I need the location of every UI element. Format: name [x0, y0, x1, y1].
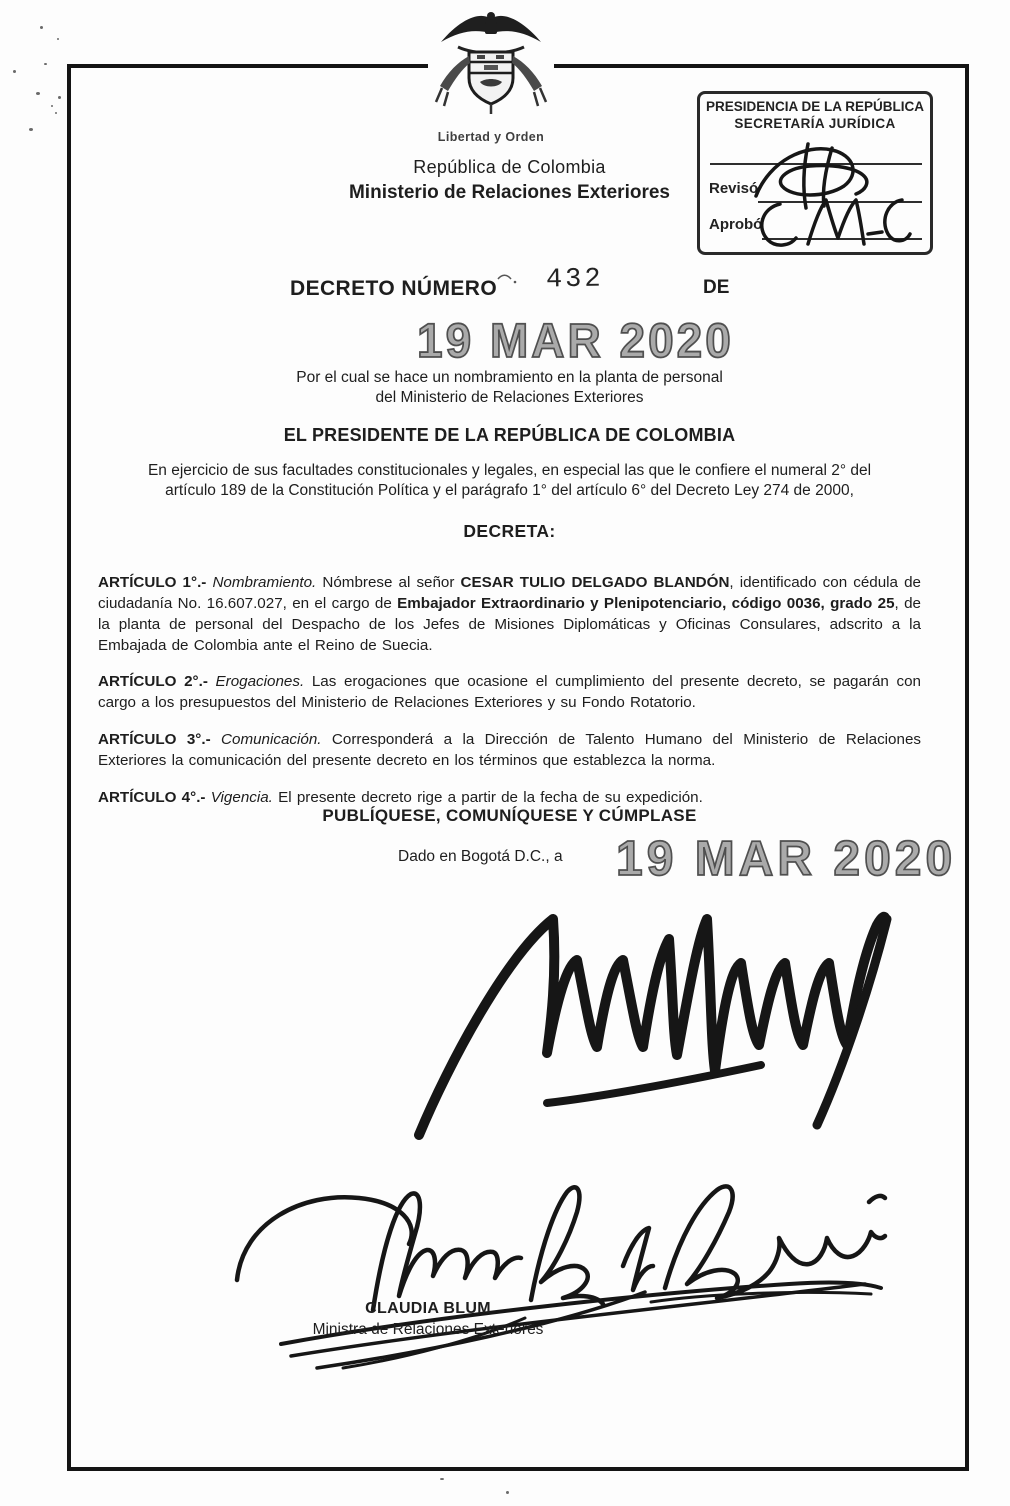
signing-date-stamp: 19 MAR 2020	[616, 832, 957, 887]
scan-noise	[44, 63, 47, 65]
scan-noise	[40, 26, 43, 29]
decreta-heading: DECRETA:	[463, 521, 556, 541]
decree-subject-line1: Por el cual se hace un nombramiento en la planta de personal	[296, 369, 723, 386]
decree-of-label: DE	[703, 277, 730, 298]
signature-name-block	[230, 1300, 626, 1339]
minister-name: CLAUDIA BLUM	[365, 1300, 491, 1317]
republic-title: República de Colombia	[413, 157, 606, 177]
article-2: ARTÍCULO 2°.- Erogaciones. Las erogaciones que ocasione el cumplimiento del presente decreto, se pagarán con cargo a los presupuestos del Ministerio de Relaciones Exteriores y su Fondo Rotatorio.	[98, 673, 921, 712]
article-1: ARTÍCULO 1°.- Nombramiento. Nómbrese al señor CESAR TULIO DELGADO BLANDÓN, identificado con cédula de ciudadanía No. 16.607.027, en el cargo de Embajador Extraordinario y Plenipotenciario, código 0036, grado 25, de la planta de personal del Despacho de los Jefes de Misiones Diplomáticas y Oficinas Consulares, adscrito a la Embajada de Colombia ante el Reino de Suecia.	[98, 574, 921, 655]
scan-noise	[29, 128, 33, 131]
decree-subject-line2: del Ministerio de Relaciones Exteriores	[375, 389, 644, 406]
scan-noise	[55, 112, 57, 114]
scan-noise	[51, 105, 53, 107]
ministry-title: Ministerio de Relaciones Exteriores	[348, 182, 670, 203]
authority-heading: EL PRESIDENTE DE LA REPÚBLICA DE COLOMBIA	[283, 425, 736, 445]
colombia-coat-of-arms	[428, 6, 554, 144]
decree-date-stamp: 19 MAR 2020	[417, 313, 734, 368]
minister-signature	[225, 1168, 895, 1373]
scan-noise	[440, 1478, 444, 1480]
given-at-line: Dado en Bogotá D.C., a	[398, 848, 563, 865]
publish-order-line: PUBLÍQUESE, COMUNÍQUESE Y CÚMPLASE	[322, 806, 697, 825]
minister-title: Ministra de Relaciones Exteriores	[312, 1321, 544, 1338]
stamp-entity-line: PRESIDENCIA DE LA REPÚBLICA	[705, 99, 925, 114]
scan-noise	[13, 70, 16, 73]
secretaria-juridica-stamp	[697, 91, 933, 255]
crest-caption: Libertad y Orden	[437, 129, 545, 145]
scan-noise	[57, 38, 59, 40]
aprobo-label: Aprobó	[709, 216, 763, 233]
scan-noise	[36, 92, 40, 95]
scan-noise	[506, 1491, 509, 1494]
reviso-label: Revisó	[709, 180, 759, 197]
decree-number-value: 432	[545, 264, 604, 296]
preamble-line1: En ejercicio de sus facultades constitucionales y legales, en especial las que le confiere el numeral 2° del	[147, 462, 872, 479]
preamble-line2: artículo 189 de la Constitución Política y el parágrafo 1° del artículo 6° del Decreto Ley 274 de 2000,	[165, 482, 854, 499]
article-4: ARTÍCULO 4°.- Vigencia. El presente decreto rige a partir de la fecha de su expedición.	[98, 789, 703, 807]
president-signature	[405, 903, 895, 1143]
aprobo-initials-signature	[750, 192, 920, 254]
scan-noise	[58, 96, 61, 99]
pen-mark	[496, 272, 518, 286]
stamp-office-line: SECRETARÍA JURÍDICA	[734, 116, 896, 131]
article-3: ARTÍCULO 3°.- Comunicación. Corresponderá a la Dirección de Talento Humano del Ministerio de Relaciones Exteriores la comunicación del presente decreto en los términos que establezca la norma.	[98, 731, 921, 770]
decree-number-label: DECRETO NÚMERO	[290, 277, 498, 300]
coat-of-arms-graphic	[428, 6, 554, 124]
